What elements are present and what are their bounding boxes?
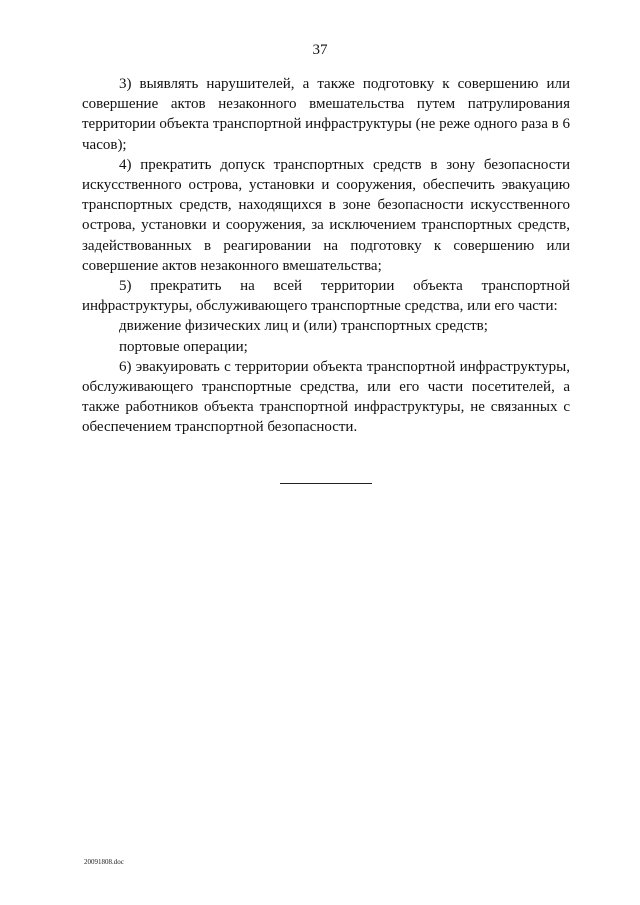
paragraph-subitem-port-operations: портовые операции;	[119, 338, 248, 355]
footer-file-code: 20091808.doc	[84, 858, 124, 866]
paragraph-subitem-movement: движение физических лиц и (или) транспортных средств;	[119, 318, 488, 335]
end-of-text-rule	[280, 483, 372, 484]
paragraph-item-5: 5) прекратить на всей территории объекта транспортной инфраструктуры, обслуживающего транспортные средства, или его части:	[82, 278, 570, 315]
paragraph-item-3: 3) выявлять нарушителей, а также подготовку к совершению или совершение актов незаконного вмешательства путем патрулирования территории объекта транспортной инфраструктуры (не реже одного раза в 6 часов);	[82, 76, 570, 153]
document-body	[82, 74, 570, 438]
paragraph-item-6: 6) эвакуировать с территории объекта транспортной инфраструктуры, обслуживающего транспортные средства, или его части посетителей, а также работников объекта транспортной инфраструктуры, не связанных с обеспечением транспортной безопасности.	[82, 358, 570, 436]
page-number: 37	[312, 42, 328, 58]
paragraph-item-4: 4) прекратить допуск транспортных средств в зону безопасности искусственного острова, установки и сооружения, обеспечить эвакуацию транспортных средств, находящихся в зоне безопасности искусственного острова, установки и сооружения, за исключением транспортных средств, задействованных в реагировании на подготовку к совершению или совершение актов незаконного вмешательства;	[82, 156, 570, 274]
